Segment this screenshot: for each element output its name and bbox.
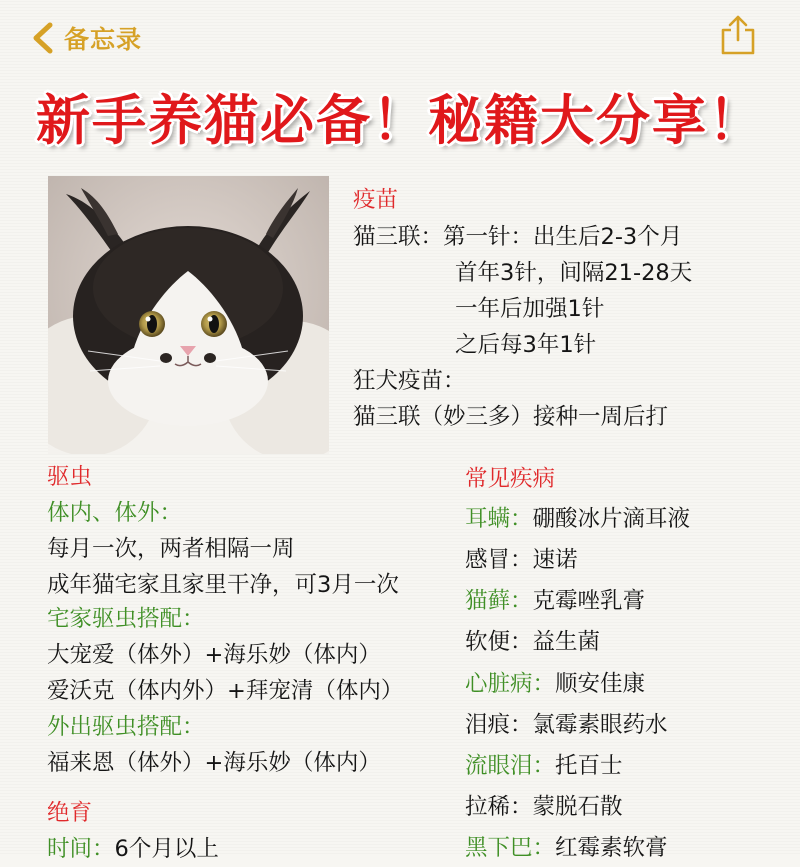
vaccine-heading: 疫苗 bbox=[353, 187, 399, 213]
deworm-line: 每月一次，两者相隔一周 bbox=[47, 536, 295, 562]
chevron-left-icon bbox=[28, 20, 62, 56]
disease-key: 泪痕： bbox=[465, 712, 533, 738]
deworm-line: 爱沃克（体内外）+拜宠清（体内） bbox=[47, 678, 404, 704]
deworm-subheading: 外出驱虫搭配： bbox=[47, 714, 205, 740]
disease-value: 氯霉素眼药水 bbox=[532, 712, 668, 738]
vaccine-line: 首年3针，间隔21-28天 bbox=[455, 260, 693, 286]
disease-key: 猫藓： bbox=[465, 588, 533, 614]
disease-item bbox=[465, 583, 645, 619]
disease-value: 速诺 bbox=[532, 547, 578, 573]
disease-heading: 常见疾病 bbox=[465, 466, 556, 492]
disease-key: 心脏病： bbox=[465, 671, 556, 697]
disease-key: 流眼泪： bbox=[465, 753, 556, 779]
deworm-subheading: 体内、体外： bbox=[47, 500, 183, 526]
deworm-line: 大宠爱（体外）+海乐妙（体内） bbox=[47, 642, 381, 668]
disease-value: 硼酸冰片滴耳液 bbox=[532, 506, 691, 532]
disease-value: 益生菌 bbox=[532, 629, 601, 655]
neuter-heading: 绝育 bbox=[47, 800, 93, 826]
back-button[interactable] bbox=[28, 20, 142, 56]
back-label: 备忘录 bbox=[64, 25, 143, 54]
disease-item bbox=[465, 542, 578, 578]
deworm-line: 成年猫宅家且家里干净，可3月一次 bbox=[47, 572, 399, 598]
disease-key: 耳螨： bbox=[465, 506, 533, 532]
vaccine-line: 猫三联：第一针：出生后2-3个月 bbox=[353, 224, 683, 250]
disease-item bbox=[465, 830, 668, 866]
disease-value: 蒙脱石散 bbox=[532, 794, 623, 820]
vaccine-line: 一年后加强1针 bbox=[455, 296, 605, 322]
disease-key: 感冒： bbox=[465, 547, 533, 573]
cat-illustration bbox=[48, 176, 329, 454]
disease-key: 拉稀： bbox=[465, 794, 533, 820]
disease-value: 顺安佳康 bbox=[555, 671, 646, 697]
neuter-time-key: 时间： bbox=[47, 836, 115, 862]
disease-item bbox=[465, 624, 600, 660]
disease-item bbox=[465, 707, 668, 743]
deworm-heading: 驱虫 bbox=[47, 464, 93, 490]
neuter-time bbox=[47, 831, 219, 867]
disease-value: 托百士 bbox=[555, 753, 623, 779]
disease-key: 软便： bbox=[465, 629, 533, 655]
share-icon[interactable] bbox=[717, 14, 759, 56]
disease-value: 红霉素软膏 bbox=[555, 835, 668, 861]
vaccine-line: 之后每3年1针 bbox=[455, 332, 597, 358]
neuter-time-value: 6个月以上 bbox=[114, 836, 219, 862]
disease-item bbox=[465, 789, 623, 825]
disease-item bbox=[465, 501, 690, 537]
deworm-line: 福来恩（体外）+海乐妙（体内） bbox=[47, 750, 381, 776]
vaccine-line: 猫三联（妙三多）接种一周后打 bbox=[353, 404, 669, 430]
page-title: 新手养猫必备！秘籍大分享！ bbox=[36, 89, 764, 152]
disease-item bbox=[465, 666, 645, 702]
disease-key: 黑下巴： bbox=[465, 835, 556, 861]
disease-value: 克霉唑乳膏 bbox=[532, 588, 646, 614]
deworm-subheading: 宅家驱虫搭配： bbox=[47, 606, 205, 632]
cat-photo bbox=[48, 176, 329, 454]
vaccine-line: 狂犬疫苗： bbox=[353, 368, 466, 394]
disease-item bbox=[465, 748, 623, 784]
